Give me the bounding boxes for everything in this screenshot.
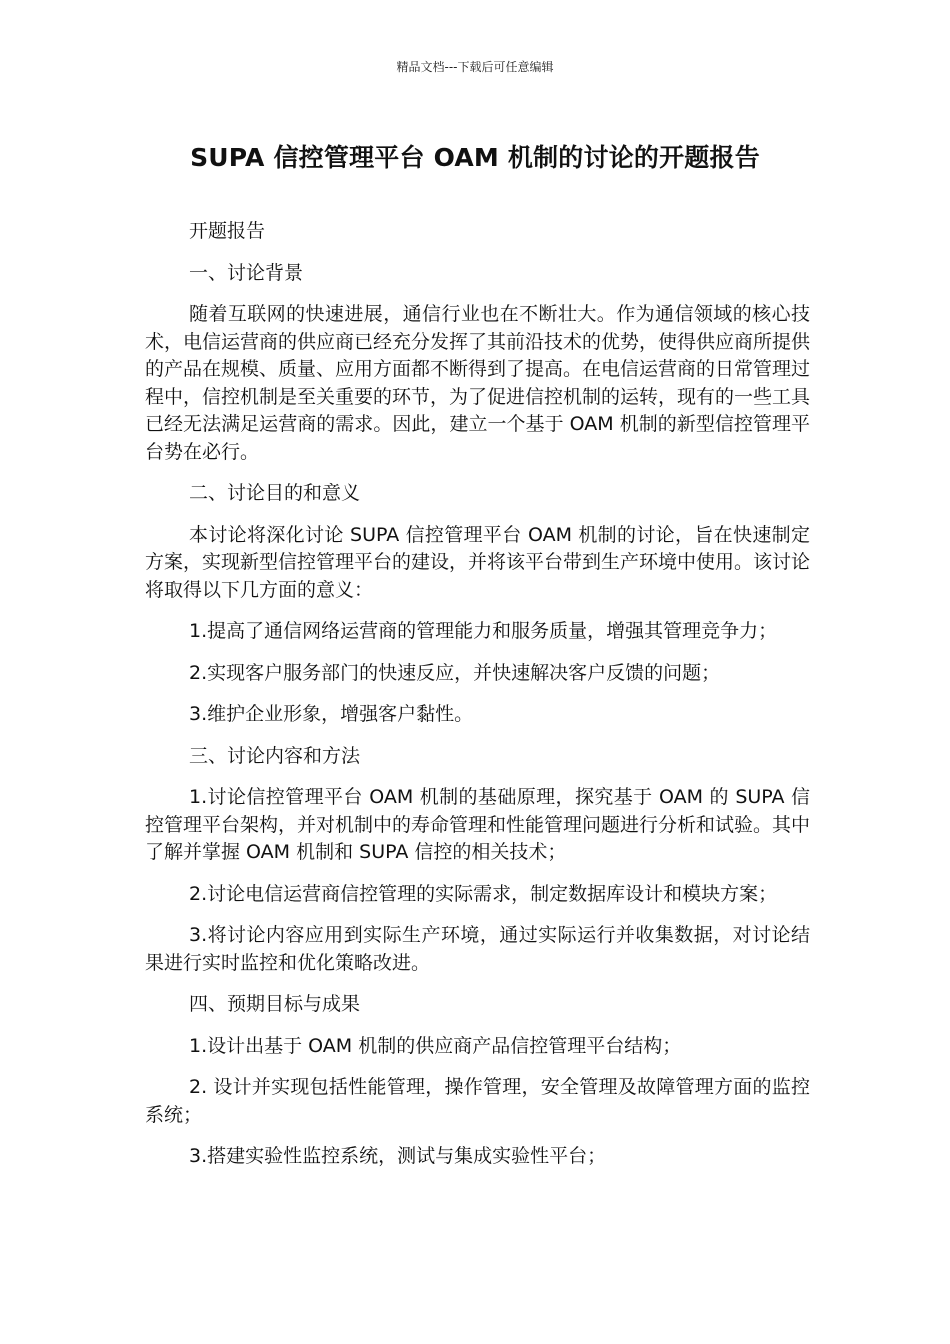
list-item-content-3: 3.将讨论内容应用到实际生产环境，通过实际运行并收集数据，对讨论结果进行实时监控和优化策略改进。	[145, 924, 810, 974]
list-item-goal-1: 1.设计出基于 OAM 机制的供应商产品信控管理平台结构；	[189, 1034, 682, 1057]
list-item-purpose-2: 2.实现客户服务部门的快速反应，并快速解决客户反馈的问题；	[189, 661, 721, 684]
page-header-note: 精品文档---下载后可任意编辑	[396, 60, 554, 74]
paragraph-purpose: 本讨论将深化讨论 SUPA 信控管理平台 OAM 机制的讨论，旨在快速制定方案，实现新型信控管理平台的建设，并将该平台带到生产环境中使用。该讨论将取得以下几方面的意义：	[145, 523, 811, 601]
list-item-content-2: 2.讨论电信运营商信控管理的实际需求，制定数据库设计和模块方案；	[189, 882, 778, 905]
document-body	[145, 218, 810, 1185]
section-heading-purpose: 二、讨论目的和意义	[189, 482, 361, 504]
section-heading-goals: 四、预期目标与成果	[189, 993, 361, 1015]
section-heading-background: 一、讨论背景	[189, 261, 304, 284]
section-label-report: 开题报告	[189, 220, 266, 242]
document-title: SUPA 信控管理平台 OAM 机制的讨论的开题报告	[190, 143, 760, 172]
section-heading-content: 三、讨论内容和方法	[189, 744, 361, 767]
list-item-purpose-1: 1.提高了通信网络运营商的管理能力和服务质量，增强其管理竞争力；	[189, 620, 778, 642]
paragraph-background: 随着互联网的快速进展，通信行业也在不断壮大。作为通信领域的核心技术，电信运营商的供应商已经充分发挥了其前沿技术的优势，使得供应商所提供的产品在规模、质量、应用方面都不断得到了提高。在电信运营商的日常管理过程中，信控机制是至关重要的环节，为了促进信控机制的运转，现有的一些工具已经无法满足运营商的需求。因此，建立一个基于 OAM 机制的新型信控管理平台势在必行。	[145, 303, 811, 463]
list-item-content-1: 1.讨论信控管理平台 OAM 机制的基础原理，探究基于 OAM 的 SUPA 信控管理平台架构，并对机制中的寿命管理和性能管理问题进行分析和试验。其中了解并掌握 OAM 机制和 SUPA 信控的相关技术；	[145, 786, 811, 863]
list-item-purpose-3: 3.维护企业形象，增强客户黏性。	[189, 703, 474, 725]
list-item-goal-3: 3.搭建实验性监控系统，测试与集成实验性平台；	[189, 1145, 607, 1167]
list-item-goal-2: 2. 设计并实现包括性能管理，操作管理，安全管理及故障管理方面的监控系统；	[145, 1076, 810, 1126]
